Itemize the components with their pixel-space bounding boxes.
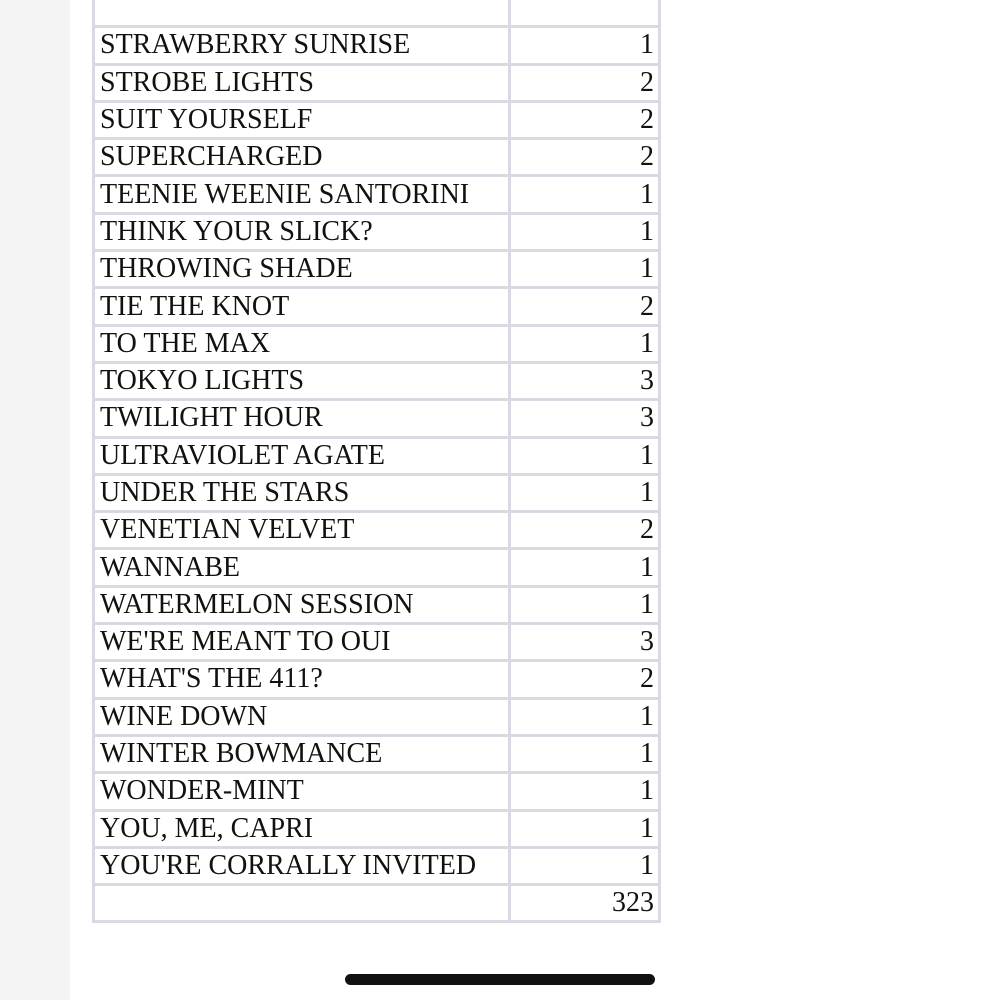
- count-cell[interactable]: 1: [510, 27, 660, 64]
- table-row: [94, 251, 660, 288]
- name-cell[interactable]: WANNABE: [94, 549, 510, 586]
- count-cell[interactable]: 1: [510, 810, 660, 847]
- name-cell[interactable]: WATERMELON SESSION: [94, 586, 510, 623]
- table-row: [94, 0, 660, 27]
- left-margin: [0, 0, 70, 1000]
- table-row: [94, 586, 660, 623]
- table-row: [94, 661, 660, 698]
- table-row: [94, 64, 660, 101]
- name-cell[interactable]: YOU, ME, CAPRI: [94, 810, 510, 847]
- name-cell[interactable]: YOU'RE CORRALLY INVITED: [94, 847, 510, 884]
- table-row: [94, 773, 660, 810]
- table-row: [94, 735, 660, 772]
- name-cell[interactable]: TEENIE WEENIE SANTORINI: [94, 176, 510, 213]
- table-row: [94, 362, 660, 399]
- count-cell[interactable]: 2: [510, 288, 660, 325]
- name-cell[interactable]: WINTER BOWMANCE: [94, 735, 510, 772]
- count-cell[interactable]: 2: [510, 661, 660, 698]
- count-cell[interactable]: 2: [510, 512, 660, 549]
- name-cell[interactable]: TWILIGHT HOUR: [94, 400, 510, 437]
- table-row: [94, 549, 660, 586]
- table-row: [94, 847, 660, 884]
- name-cell[interactable]: WHAT'S THE 411?: [94, 661, 510, 698]
- name-cell[interactable]: ULTRAVIOLET AGATE: [94, 437, 510, 474]
- name-cell[interactable]: TO THE MAX: [94, 325, 510, 362]
- count-cell[interactable]: 1: [510, 773, 660, 810]
- count-cell[interactable]: 3: [510, 362, 660, 399]
- table-row: [94, 810, 660, 847]
- name-cell[interactable]: STRAWBERRY SUNRISE: [94, 27, 510, 64]
- count-cell[interactable]: 1: [510, 586, 660, 623]
- spreadsheet-table: [92, 0, 661, 923]
- table-row: [94, 698, 660, 735]
- home-indicator-bar[interactable]: [345, 974, 655, 985]
- name-cell[interactable]: WE'RE MEANT TO OUI: [94, 624, 510, 661]
- name-cell[interactable]: SUIT YOURSELF: [94, 101, 510, 138]
- total-count-cell[interactable]: 323: [510, 885, 660, 922]
- table-row: [94, 474, 660, 511]
- name-cell[interactable]: THROWING SHADE: [94, 251, 510, 288]
- table-row: [94, 288, 660, 325]
- total-row: [94, 885, 660, 922]
- count-cell[interactable]: 1: [510, 474, 660, 511]
- count-cell[interactable]: 1: [510, 437, 660, 474]
- count-cell[interactable]: 1: [510, 251, 660, 288]
- count-cell[interactable]: 2: [510, 101, 660, 138]
- table-row: [94, 325, 660, 362]
- table-row: [94, 624, 660, 661]
- name-cell[interactable]: UNDER THE STARS: [94, 474, 510, 511]
- table-row: [94, 400, 660, 437]
- table-row: [94, 213, 660, 250]
- count-cell[interactable]: 2: [510, 64, 660, 101]
- total-label-cell[interactable]: [94, 885, 510, 922]
- table-row: [94, 176, 660, 213]
- name-cell[interactable]: TOKYO LIGHTS: [94, 362, 510, 399]
- count-cell[interactable]: 3: [510, 400, 660, 437]
- name-cell[interactable]: VENETIAN VELVET: [94, 512, 510, 549]
- count-cell[interactable]: 1: [510, 735, 660, 772]
- table-row: [94, 512, 660, 549]
- count-cell[interactable]: [510, 0, 660, 27]
- name-cell[interactable]: THINK YOUR SLICK?: [94, 213, 510, 250]
- name-cell[interactable]: STROBE LIGHTS: [94, 64, 510, 101]
- name-cell[interactable]: TIE THE KNOT: [94, 288, 510, 325]
- count-cell[interactable]: 1: [510, 213, 660, 250]
- count-cell[interactable]: 1: [510, 847, 660, 884]
- count-cell[interactable]: 1: [510, 549, 660, 586]
- count-cell[interactable]: 1: [510, 176, 660, 213]
- count-cell[interactable]: 3: [510, 624, 660, 661]
- count-cell[interactable]: 2: [510, 139, 660, 176]
- table-row: [94, 101, 660, 138]
- table-row: [94, 437, 660, 474]
- name-cell[interactable]: WONDER-MINT: [94, 773, 510, 810]
- count-cell[interactable]: 1: [510, 698, 660, 735]
- name-cell[interactable]: [94, 0, 510, 27]
- name-cell[interactable]: SUPERCHARGED: [94, 139, 510, 176]
- count-cell[interactable]: 1: [510, 325, 660, 362]
- table-row: [94, 139, 660, 176]
- table-row: [94, 27, 660, 64]
- name-cell[interactable]: WINE DOWN: [94, 698, 510, 735]
